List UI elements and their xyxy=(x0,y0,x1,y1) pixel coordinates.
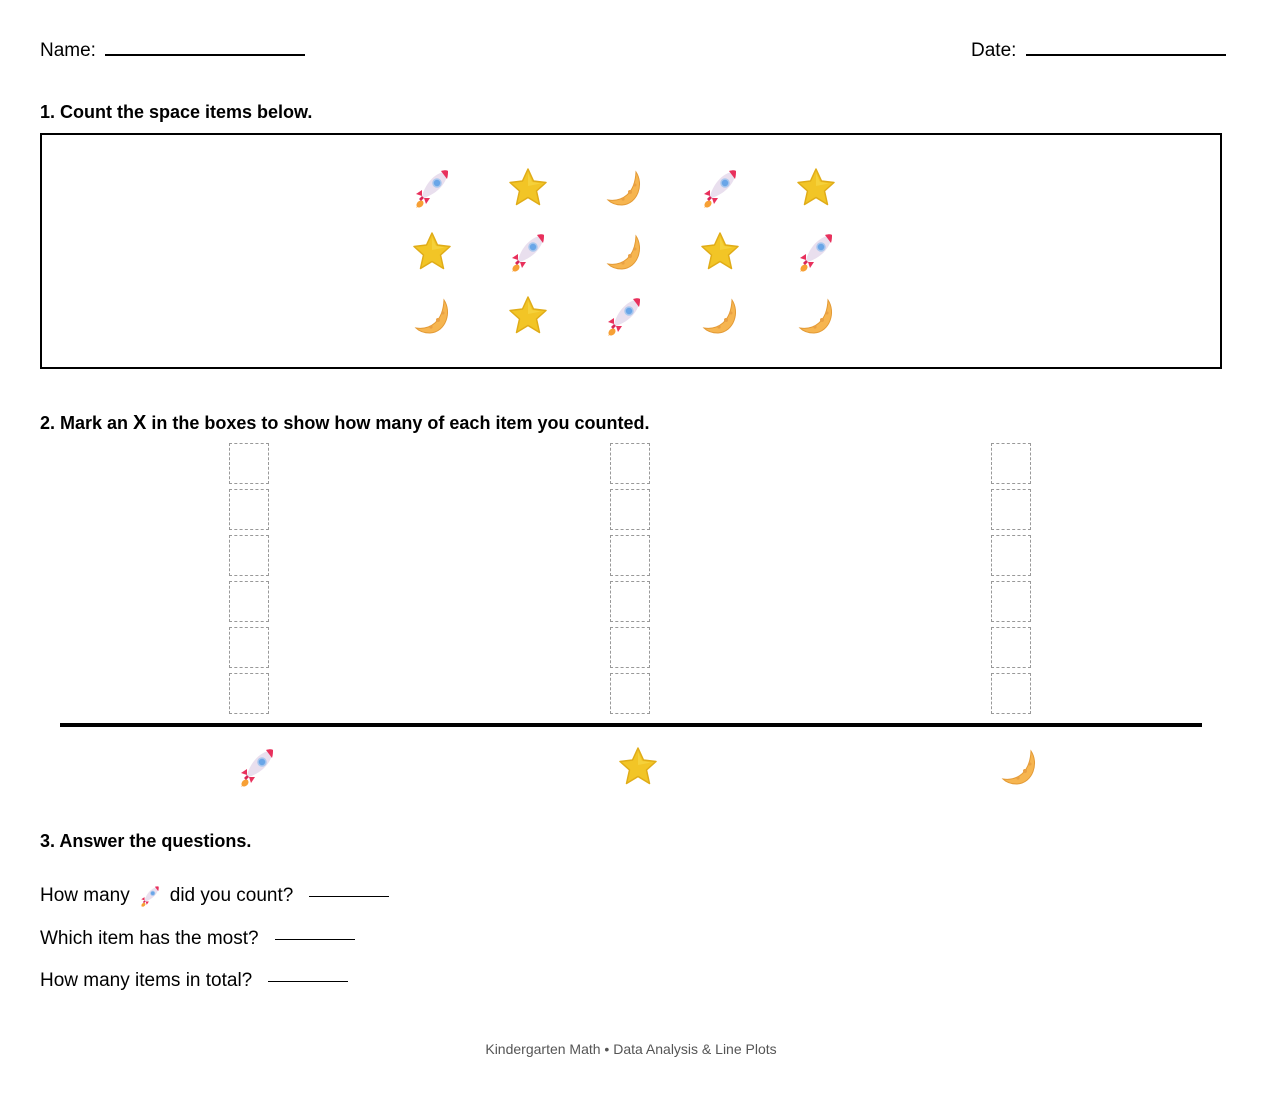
question-1-text-before: How many xyxy=(40,885,130,906)
answer-line-1[interactable] xyxy=(309,896,389,897)
rocket-icon xyxy=(602,294,646,338)
moon-icon xyxy=(997,745,1041,789)
moon-icon xyxy=(698,294,742,338)
star-icon xyxy=(506,166,550,210)
line-plot-axis xyxy=(60,723,1202,727)
star-mark-column xyxy=(610,443,650,719)
mark-box[interactable] xyxy=(229,627,269,668)
date-blank-line[interactable] xyxy=(1026,54,1226,56)
section-2-title-suffix: in the boxes to show how many of each item you counted. xyxy=(146,413,650,433)
question-2 xyxy=(40,928,355,950)
name-blank-line[interactable] xyxy=(105,54,305,56)
star-icon xyxy=(410,230,454,274)
rocket-icon xyxy=(794,230,838,274)
mark-box[interactable] xyxy=(991,535,1031,576)
section-2-title xyxy=(40,412,649,435)
star-icon xyxy=(616,745,660,789)
mark-box[interactable] xyxy=(991,581,1031,622)
mark-box[interactable] xyxy=(610,673,650,714)
mark-box[interactable] xyxy=(991,627,1031,668)
name-label: Name: xyxy=(40,40,96,61)
moon-icon xyxy=(410,294,454,338)
items-count-box xyxy=(40,133,1222,369)
question-1 xyxy=(40,884,389,908)
mark-box[interactable] xyxy=(991,489,1031,530)
mark-box[interactable] xyxy=(610,489,650,530)
mark-box[interactable] xyxy=(610,581,650,622)
mark-box[interactable] xyxy=(229,489,269,530)
mark-box[interactable] xyxy=(991,673,1031,714)
mark-box[interactable] xyxy=(610,535,650,576)
section-2-title-prefix: 2. Mark an xyxy=(40,413,134,433)
mark-box[interactable] xyxy=(229,443,269,484)
question-3 xyxy=(40,970,348,992)
rocket-icon xyxy=(138,884,162,908)
rocket-icon xyxy=(506,230,550,274)
rocket-icon xyxy=(235,745,279,789)
question-2-text: Which item has the most? xyxy=(40,928,259,949)
answer-line-2[interactable] xyxy=(275,939,355,940)
mark-box[interactable] xyxy=(991,443,1031,484)
question-1-text-after: did you count? xyxy=(169,885,294,906)
star-icon xyxy=(506,294,550,338)
date-field-row xyxy=(971,40,1226,62)
rocket-mark-column xyxy=(229,443,269,719)
moon-icon xyxy=(602,230,646,274)
moon-icon xyxy=(794,294,838,338)
mark-box[interactable] xyxy=(610,443,650,484)
section-2-title-x: X xyxy=(133,412,147,434)
date-label: Date: xyxy=(971,40,1017,61)
section-3-title: 3. Answer the questions. xyxy=(40,831,252,851)
rocket-icon xyxy=(698,166,742,210)
section-1-title: 1. Count the space items below. xyxy=(40,102,313,122)
star-icon xyxy=(698,230,742,274)
mark-box[interactable] xyxy=(229,581,269,622)
name-field-row xyxy=(40,40,305,62)
moon-mark-column xyxy=(991,443,1031,719)
mark-box[interactable] xyxy=(229,673,269,714)
mark-box[interactable] xyxy=(229,535,269,576)
answer-line-3[interactable] xyxy=(268,981,348,982)
page-footer: Kindergarten Math • Data Analysis & Line Plots xyxy=(485,1041,777,1057)
question-3-text: How many items in total? xyxy=(40,970,253,991)
star-icon xyxy=(794,166,838,210)
moon-icon xyxy=(602,166,646,210)
mark-box[interactable] xyxy=(610,627,650,668)
rocket-icon xyxy=(410,166,454,210)
